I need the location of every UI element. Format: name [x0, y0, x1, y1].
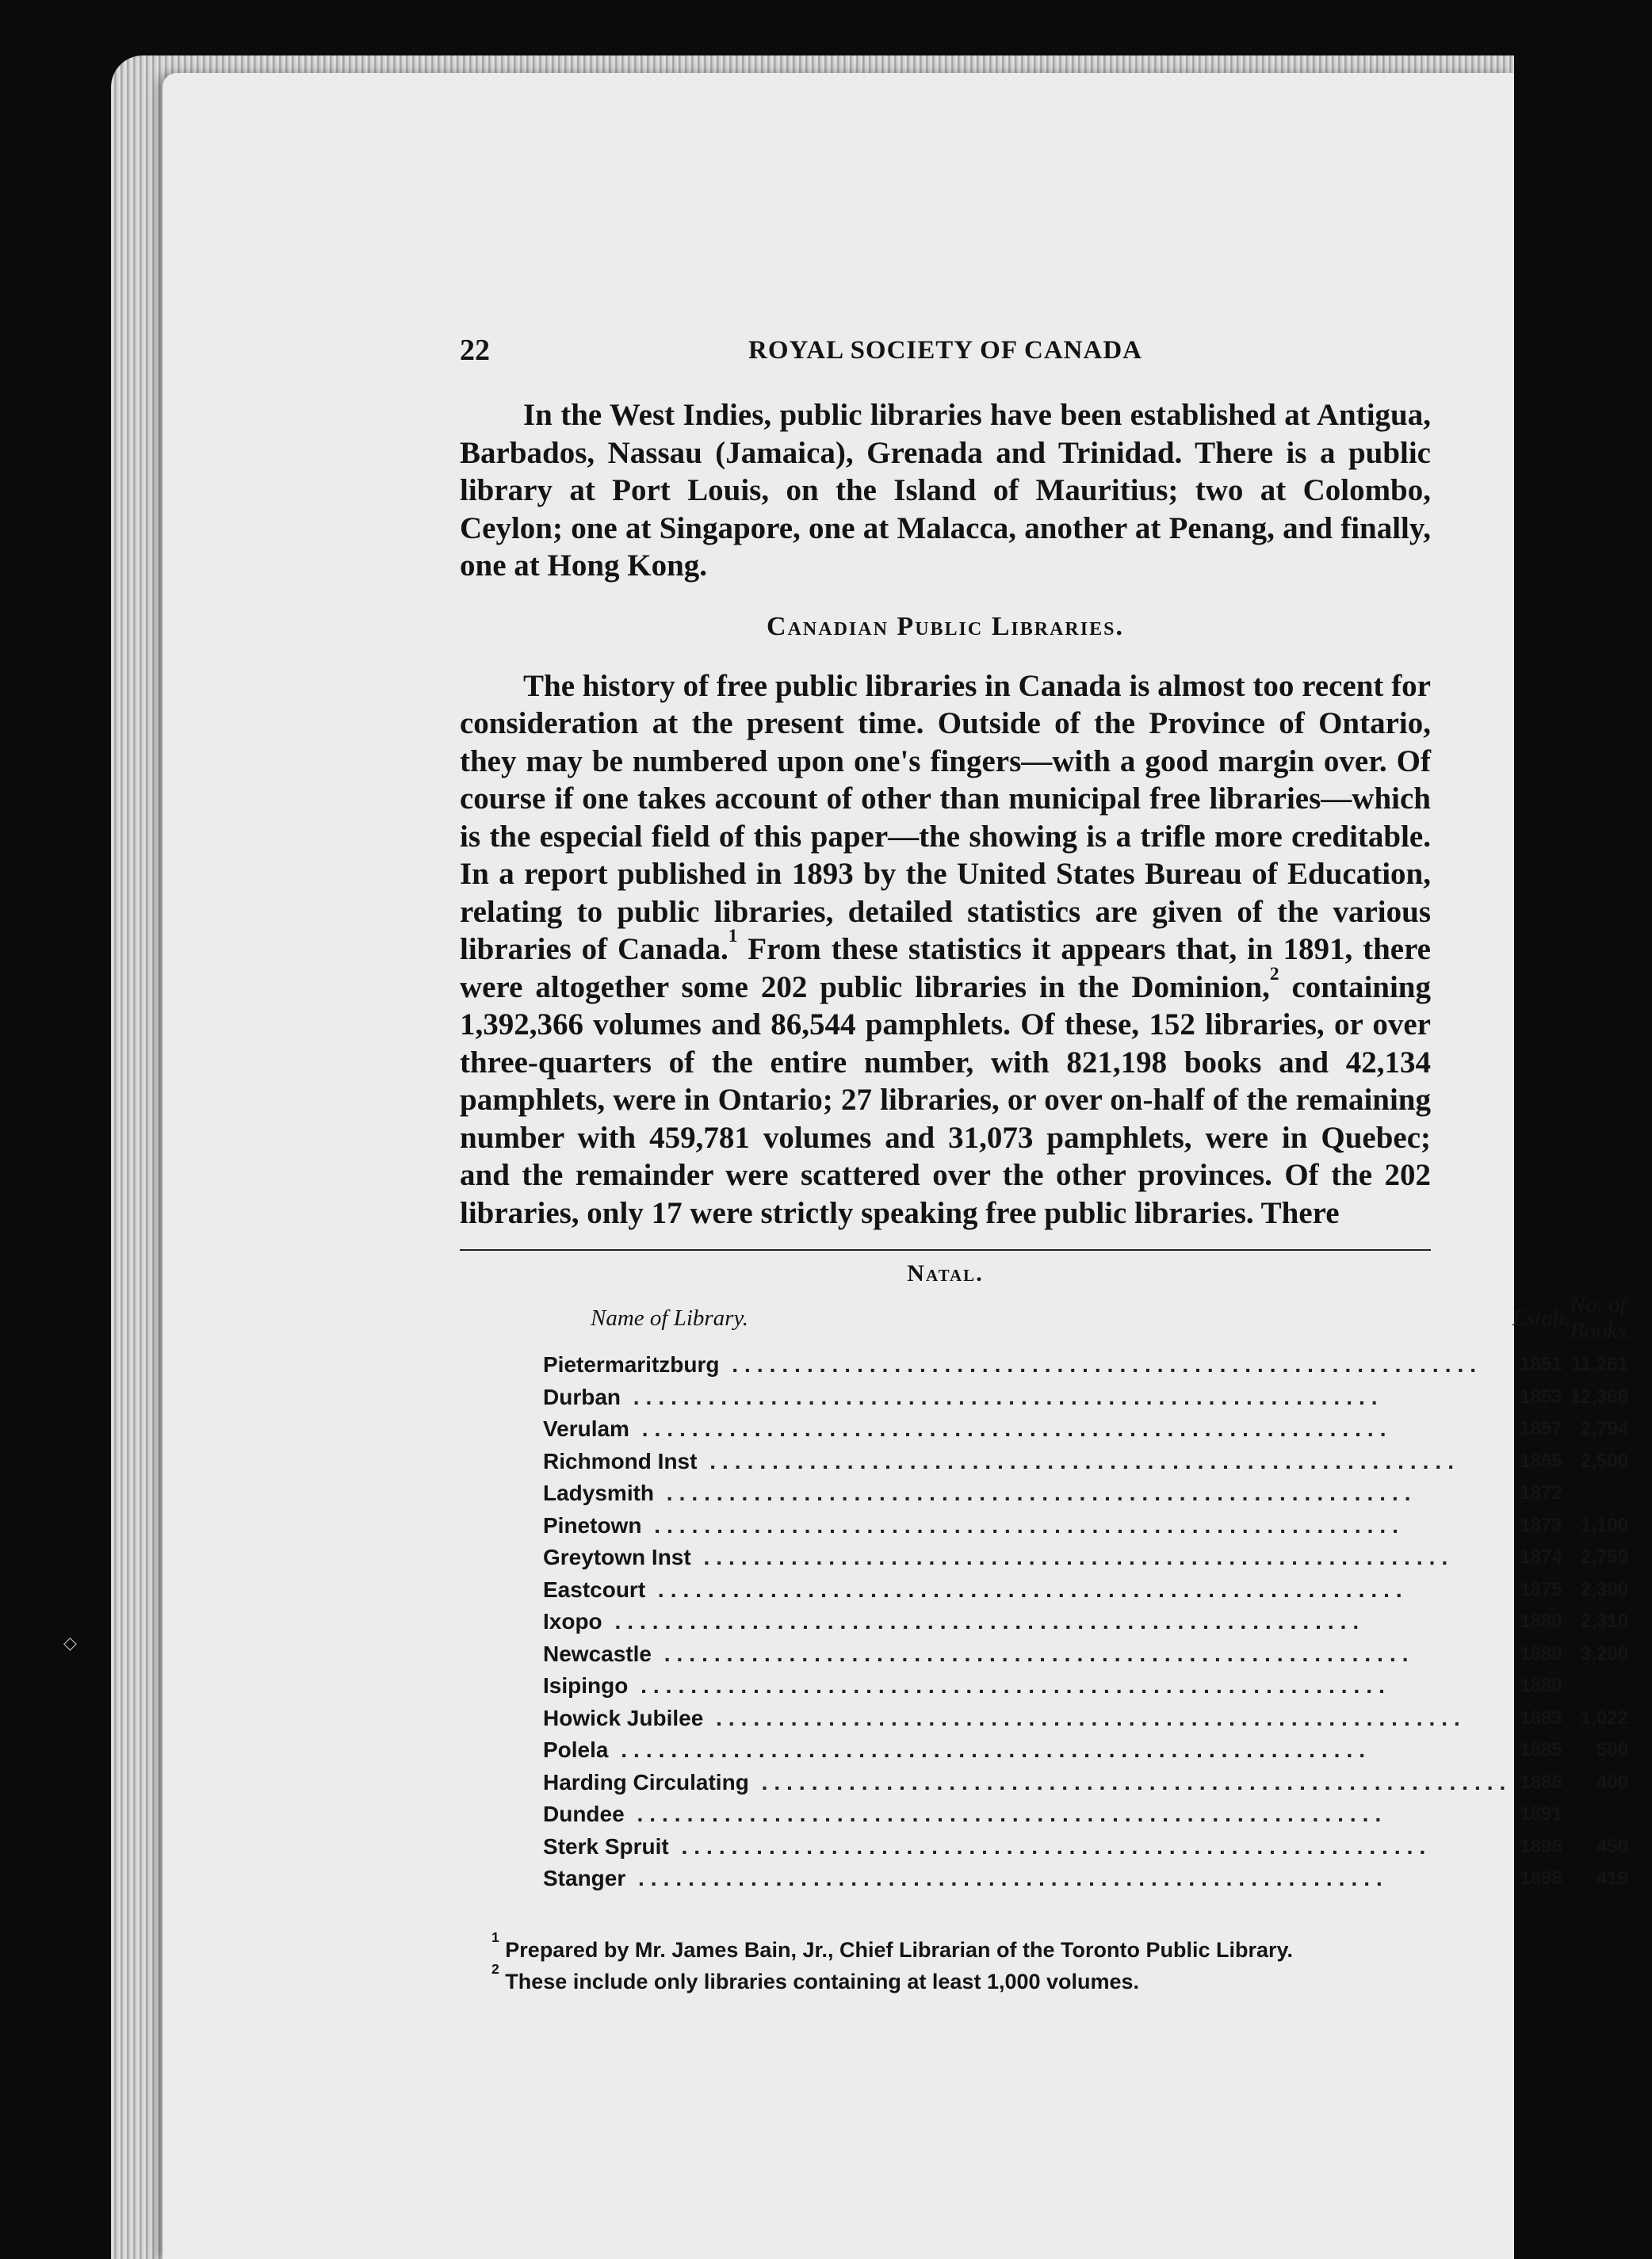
estab-year: 1851 — [1520, 1354, 1562, 1376]
section-heading: Canadian Public Libraries. — [767, 611, 1124, 641]
library-name: Newcastle — [543, 1641, 652, 1666]
book-count — [1570, 1670, 1652, 1703]
leader-dots: ............................................................ — [645, 1577, 1409, 1602]
table-body — [543, 1349, 1652, 1895]
book-count: 2,300 — [1581, 1578, 1629, 1600]
library-name-cell — [543, 1734, 1512, 1767]
leader-dots: ............................................................ — [602, 1609, 1366, 1634]
estab-year: 1886 — [1520, 1771, 1562, 1793]
library-name: Sterk Spruit — [543, 1833, 669, 1859]
paragraph-west-indies: In the West Indies, public libraries have been established at Antigua, Barbados, Nassau (Jamaica), Grenada and Trinidad. There is a public library at Port Louis, on the Island of Mauritius; two at Colombo, Ceylon; one at Singapore, one at Malacca, another at Penang, and finally, one at Hong Kong. — [460, 398, 1431, 583]
table-row — [543, 1413, 1652, 1446]
book-count: 400 — [1597, 1771, 1629, 1793]
library-name: Eastcourt — [543, 1577, 646, 1602]
book-count: 2,759 — [1581, 1546, 1629, 1569]
footnote-mark-1: 1 — [491, 1929, 499, 1945]
table-row — [543, 1574, 1652, 1607]
book-count: 500 — [1597, 1739, 1629, 1761]
footnotes — [456, 1929, 1435, 1997]
estab-year: 1853 — [1520, 1386, 1562, 1408]
scan-artifact-mark: ◇ — [63, 1633, 77, 1653]
running-head — [460, 333, 1431, 380]
footnote-ref-1: 1 — [728, 926, 738, 946]
column-header-books: No. of Books. — [1570, 1292, 1632, 1344]
library-name-cell — [543, 1510, 1512, 1542]
table-row — [543, 1734, 1652, 1767]
leader-dots: ............................................................ — [628, 1673, 1391, 1699]
leader-dots: ............................................................ — [651, 1641, 1415, 1666]
library-name: Durban — [543, 1384, 621, 1409]
estab-year: 1875 — [1520, 1578, 1562, 1600]
table-row — [543, 1831, 1652, 1863]
estab-year: 1874 — [1520, 1546, 1562, 1569]
library-name-cell — [543, 1446, 1512, 1478]
library-name: Verulam — [543, 1416, 629, 1442]
library-name-cell — [543, 1638, 1512, 1671]
paragraph-history — [460, 667, 1431, 1233]
leader-dots: ............................................................ — [748, 1769, 1512, 1795]
estab-year: 1880 — [1520, 1611, 1562, 1633]
estab-year: 1857 — [1520, 1418, 1562, 1440]
library-name-cell — [543, 1831, 1512, 1863]
library-name: Greytown Inst — [543, 1545, 691, 1570]
footnote-ref-2: 2 — [1269, 963, 1279, 984]
library-name: Stanger — [543, 1866, 626, 1891]
leader-dots: ............................................................ — [621, 1384, 1384, 1409]
book-count: 2,794 — [1581, 1418, 1629, 1440]
library-name: Harding Circulating — [543, 1769, 749, 1795]
library-name: Ixopo — [543, 1609, 602, 1634]
book-count: 419 — [1597, 1867, 1629, 1890]
table-row — [543, 1703, 1652, 1735]
table-header-row — [543, 1292, 1652, 1349]
estab-year: 1880 — [1520, 1642, 1562, 1665]
estab-year: 1865 — [1520, 1450, 1562, 1472]
book-count: 1,022 — [1581, 1707, 1629, 1729]
table-row — [543, 1767, 1652, 1799]
book-count — [1570, 1477, 1652, 1510]
column-header-name: Name of Library. — [591, 1305, 748, 1331]
leader-dots: ............................................................ — [625, 1866, 1389, 1891]
book-count: 450 — [1597, 1835, 1629, 1857]
library-name-cell — [543, 1382, 1512, 1414]
library-name: Isipingo — [543, 1673, 629, 1699]
leader-dots: ............................................................ — [719, 1352, 1483, 1378]
book-count: 12,368 — [1570, 1386, 1629, 1408]
leader-dots: ............................................................ — [608, 1737, 1372, 1763]
leader-dots: ............................................................ — [668, 1833, 1432, 1859]
estab-year: 1896 — [1520, 1835, 1562, 1857]
library-name-cell — [543, 1574, 1512, 1607]
library-name: Pinetown — [543, 1512, 642, 1538]
table-row — [543, 1606, 1652, 1638]
library-name-cell — [543, 1477, 1512, 1510]
library-name-cell — [543, 1413, 1512, 1446]
table-row — [543, 1477, 1652, 1510]
natal-libraries-table — [543, 1292, 1652, 1895]
table-row — [543, 1798, 1652, 1831]
table-row — [543, 1638, 1652, 1671]
table-row — [543, 1446, 1652, 1478]
leader-dots: ............................................................ — [629, 1416, 1393, 1442]
table-row — [543, 1349, 1652, 1382]
leader-dots: ............................................................ — [654, 1481, 1417, 1506]
footnote-text-2: These include only libraries containing at least 1,000 volumes. — [505, 1970, 1140, 1993]
leader-dots: ............................................................ — [641, 1512, 1405, 1538]
footnote-mark-2: 2 — [491, 1961, 499, 1977]
library-name-cell — [543, 1542, 1512, 1574]
estab-year: 1873 — [1520, 1514, 1562, 1536]
leader-dots: ............................................................ — [624, 1802, 1388, 1827]
library-name: Ladysmith — [543, 1481, 655, 1506]
library-name-cell — [543, 1863, 1512, 1895]
estab-year: 1885 — [1520, 1739, 1562, 1761]
history-text-part2: From these statistics it appears that, in 1891, there were altogether some 202 public libraries in the Dominion, — [460, 932, 1431, 1004]
book-count: 3,200 — [1581, 1642, 1629, 1665]
estab-year: 1872 — [1520, 1482, 1562, 1504]
table-title: Natal. — [907, 1260, 984, 1286]
footnote-2 — [456, 1961, 1435, 1997]
footnote-separator-rule — [460, 1249, 1431, 1251]
history-text-part1: The history of free public libraries in Canada is almost too recent for consideration at the present time. Outside of the Province of Ontario, they may be numbered upon one's fingers—with a good margin over. Of course if one takes account of other than municipal free libraries—which is the especial field of this paper—the showing is a trifle more creditable. In a report published in 1893 by the United States Bureau of Education, relating to public libraries, detailed statistics are given of the various libraries of Canada. — [460, 668, 1431, 966]
page-content — [460, 333, 1632, 1895]
footnote-1 — [456, 1929, 1435, 1966]
library-name-cell — [543, 1349, 1512, 1382]
library-name: Dundee — [543, 1802, 625, 1827]
estab-year: 1891 — [1520, 1803, 1562, 1825]
estab-year: 1898 — [1520, 1867, 1562, 1890]
book-count — [1570, 1798, 1652, 1831]
library-name: Polela — [543, 1737, 609, 1763]
leader-dots: ............................................................ — [690, 1545, 1455, 1570]
leader-dots: ............................................................ — [703, 1705, 1467, 1730]
library-name-cell — [543, 1798, 1512, 1831]
book-count: 11,261 — [1570, 1354, 1629, 1376]
leader-dots: ............................................................ — [697, 1448, 1460, 1474]
library-name-cell — [543, 1767, 1512, 1799]
running-head-title: ROYAL SOCIETY OF CANADA — [748, 336, 1142, 365]
book-count: 2,500 — [1581, 1450, 1629, 1472]
history-text-part3: containing 1,392,366 volumes and 86,544 pamphlets. Of these, 152 libraries, or over three-quarters of the entire number, with 821,198 books and 42,134 pamphlets, were in Ontario; 27 libraries, or over on-half of the remaining number with 459,781 volumes and 31,073 pamphlets, were in Quebec; and the remainder were scattered over the other provinces. Of the 202 libraries, only 17 were strictly speaking free public libraries. There — [460, 969, 1431, 1230]
page-number: 22 — [460, 334, 490, 367]
table-row — [543, 1542, 1652, 1574]
library-name-cell — [543, 1703, 1512, 1735]
table-row — [543, 1670, 1652, 1703]
library-name-cell — [543, 1606, 1512, 1638]
library-name: Pietermaritzburg — [543, 1352, 720, 1378]
table-row — [543, 1510, 1652, 1542]
library-name: Richmond Inst — [543, 1448, 698, 1474]
table-row — [543, 1863, 1652, 1895]
library-name-cell — [543, 1670, 1512, 1703]
table-row — [543, 1382, 1652, 1414]
book-count: 1,100 — [1581, 1514, 1629, 1536]
column-header-estab: Estab. — [1512, 1305, 1570, 1331]
book-count: 2,310 — [1581, 1611, 1629, 1633]
library-name: Howick Jubilee — [543, 1705, 704, 1730]
footnote-text-1: Prepared by Mr. James Bain, Jr., Chief Librarian of the Toronto Public Library. — [505, 1938, 1294, 1962]
estab-year: 1883 — [1520, 1707, 1562, 1729]
estab-year: 1880 — [1520, 1675, 1562, 1697]
